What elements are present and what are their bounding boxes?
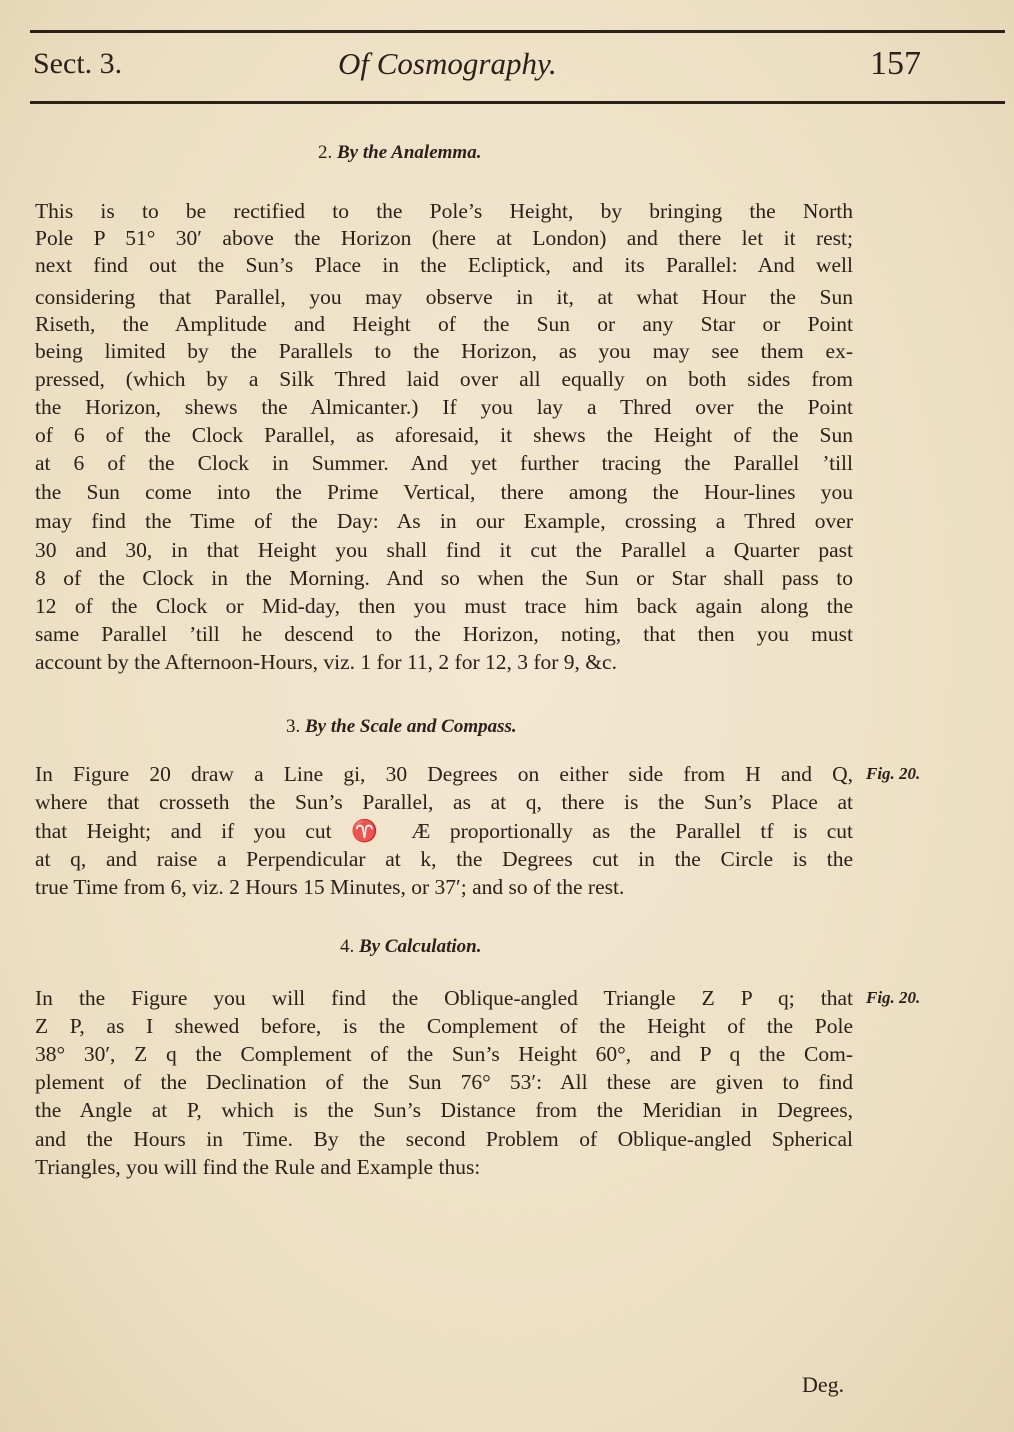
text-line: the Sun come into the Prime Vertical, there among the Hour-lines you: [35, 480, 853, 504]
text-line: account by the Afternoon-Hours, viz. 1 for 11, 2 for 12, 3 for 9, &c.: [35, 650, 617, 674]
text-line: may find the Time of the Day: As in our Example, crossing a Thred over: [35, 509, 853, 533]
text-line: Riseth, the Amplitude and Height of the Sun or any Star or Point: [35, 312, 853, 336]
text-line: next find out the Sun’s Place in the Ecliptick, and its Parallel: And well: [35, 253, 853, 277]
text-line: considering that Parallel, you may observe in it, at what Hour the Sun: [35, 285, 853, 309]
text-line: same Parallel ’till he descend to the Horizon, noting, that then you must: [35, 622, 853, 646]
text-line: 30 and 30, in that Height you shall find it cut the Parallel a Quarter past: [35, 538, 853, 562]
text-line: at q, and raise a Perpendicular at k, the Degrees cut in the Circle is the: [35, 847, 853, 871]
header-rule: [30, 101, 1005, 104]
text-line: the Angle at P, which is the Sun’s Distance from the Meridian in Degrees,: [35, 1098, 853, 1122]
catchword: Deg.: [802, 1372, 845, 1397]
text-line: 8 of the Clock in the Morning. And so when the Sun or Star shall pass to: [35, 566, 853, 590]
running-head-section: Sect. 3.: [33, 47, 123, 80]
text-line: 38° 30′, Z q the Complement of the Sun’s Height 60°, and P q the Com-: [35, 1042, 853, 1066]
text-line: the Horizon, shews the Almicanter.) If you lay a Thred over the Point: [35, 395, 853, 419]
page-number: 157: [870, 45, 921, 82]
text-line: plement of the Declination of the Sun 76° 53′: All these are given to find: [35, 1070, 853, 1094]
text-line: and the Hours in Time. By the second Problem of Oblique-angled Spherical: [35, 1127, 853, 1151]
text-line: being limited by the Parallels to the Horizon, as you may see them ex-: [35, 339, 853, 363]
text-line: at 6 of the Clock in Summer. And yet further tracing the Parallel ’till: [35, 451, 853, 475]
text-line: This is to be rectified to the Pole’s Height, by bringing the North: [35, 199, 853, 223]
figure-margin-note: Fig. 20.: [866, 764, 921, 783]
text-line: true Time from 6, viz. 2 Hours 15 Minutes, or 37′; and so of the rest.: [35, 875, 625, 899]
running-head-title: Of Cosmography.: [338, 46, 557, 81]
figure-margin-note: Fig. 20.: [866, 988, 921, 1007]
top-rule: [30, 30, 1005, 33]
text-line: Triangles, you will find the Rule and Example thus:: [35, 1155, 481, 1179]
text-line: In Figure 20 draw a Line gi, 30 Degrees on either side from H and Q,: [35, 762, 853, 786]
text-line: In the Figure you will find the Oblique-angled Triangle Z P q; that: [35, 986, 853, 1010]
text-line: 12 of the Clock or Mid-day, then you must trace him back again along the: [35, 594, 853, 618]
text-line: pressed, (which by a Silk Thred laid over all equally on both sides from: [35, 367, 853, 391]
text-line: Pole P 51° 30′ above the Horizon (here at London) and there let it rest;: [35, 226, 853, 250]
text-line: that Height; and if you cut ♈ Æ proportionally as the Parallel tf is cut: [35, 819, 853, 843]
text-line: of 6 of the Clock Parallel, as aforesaid, it shews the Height of the Sun: [35, 423, 853, 447]
section-heading: 4. By Calculation.: [340, 936, 482, 957]
text-line: where that crosseth the Sun’s Parallel, as at q, there is the Sun’s Place at: [35, 790, 853, 814]
text-line: Z P, as I shewed before, is the Complement of the Height of the Pole: [35, 1014, 853, 1038]
section-heading: 2. By the Analemma.: [318, 142, 482, 163]
section-heading: 3. By the Scale and Compass.: [286, 716, 517, 737]
